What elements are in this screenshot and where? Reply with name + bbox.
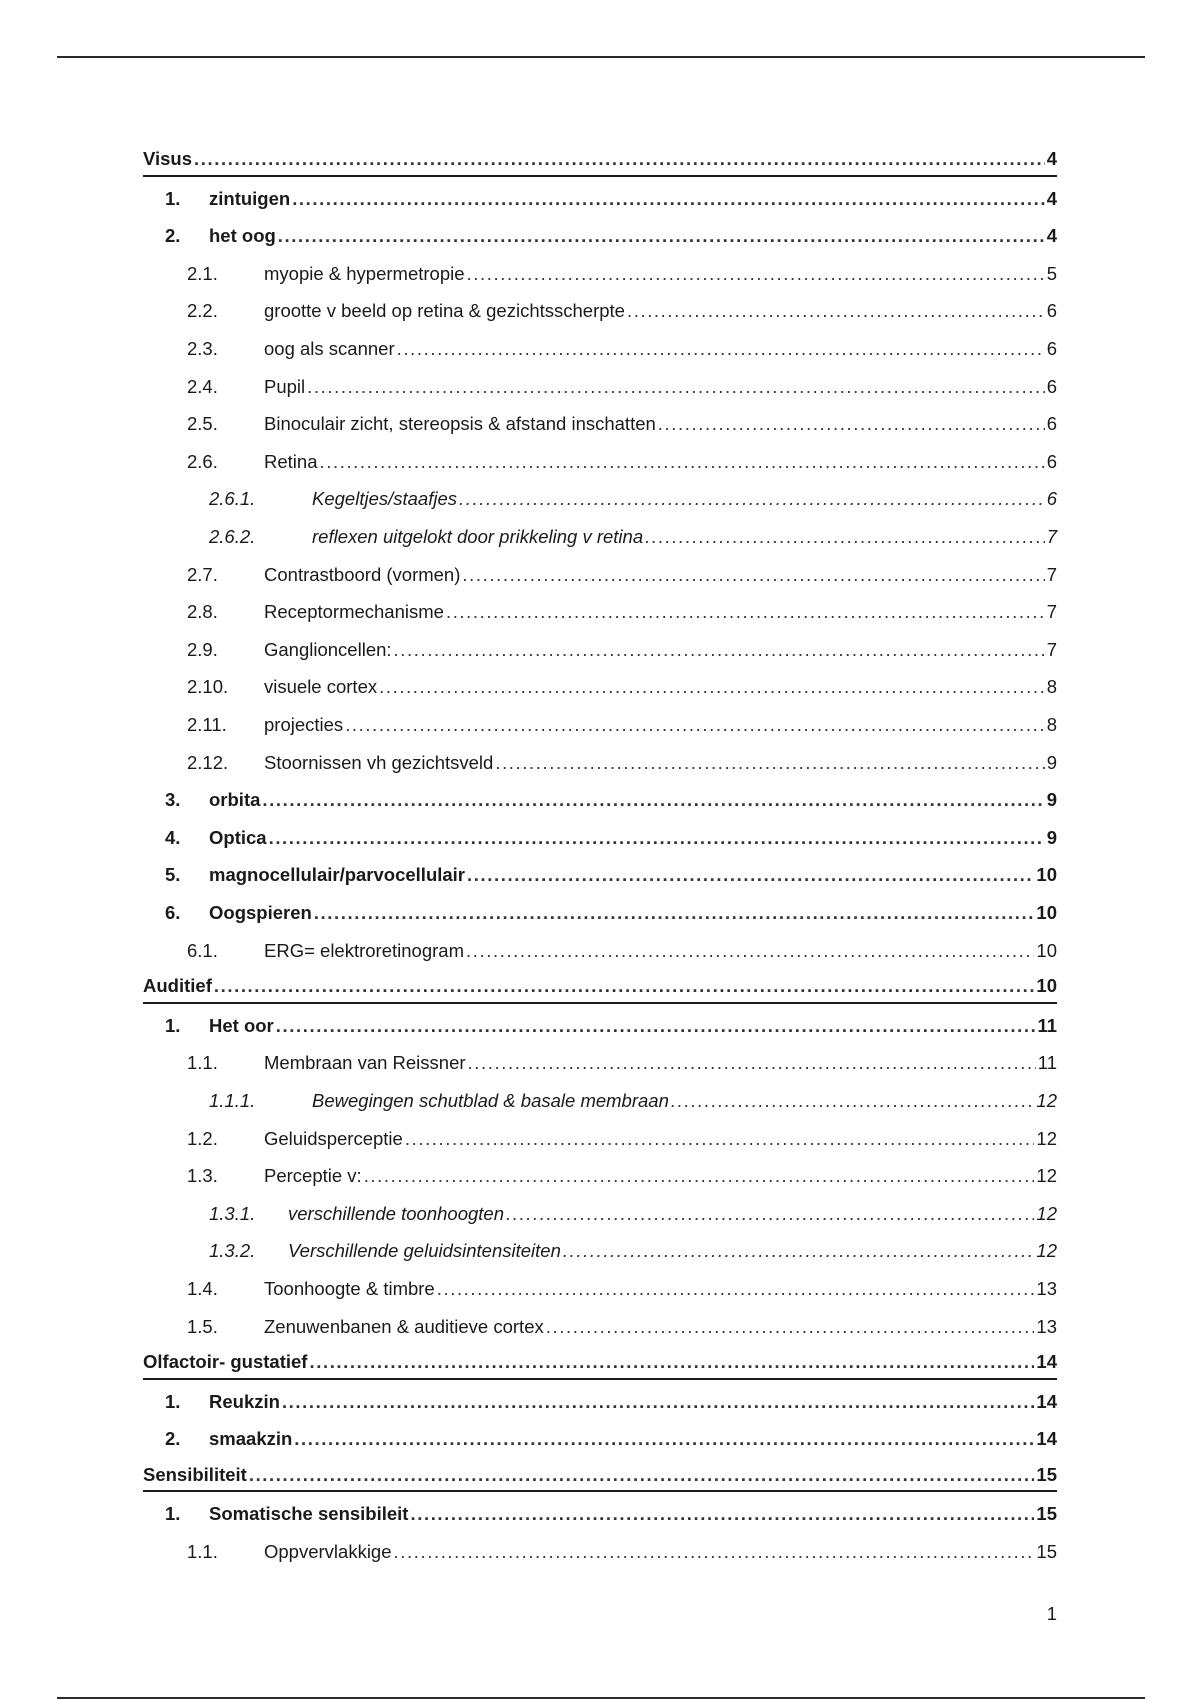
toc-entry[interactable] (143, 1004, 1057, 1042)
toc-dot-leader (307, 378, 1045, 397)
toc-entry[interactable] (143, 590, 1057, 628)
toc-entry-title: Retina (264, 450, 318, 472)
toc-entry[interactable] (143, 703, 1057, 741)
toc-entry-page: 13 (1036, 1277, 1057, 1299)
toc-entry-number: 1. (165, 1390, 181, 1412)
toc-entry-number: 2.1. (187, 262, 218, 284)
toc-entry[interactable] (143, 553, 1057, 591)
toc-entry-page: 14 (1036, 1351, 1057, 1373)
toc-dot-leader (459, 490, 1045, 509)
toc-entry-title: Geluidsperceptie (264, 1127, 403, 1149)
toc-entry-page: 5 (1046, 262, 1057, 284)
toc-entry-number: 3. (165, 789, 181, 811)
toc-entry[interactable] (143, 139, 1057, 177)
toc-entry[interactable] (143, 853, 1057, 891)
toc-entry-title: Reukzin (209, 1390, 280, 1412)
toc-entry-page: 12 (1036, 1165, 1057, 1187)
toc-entry-number: 1.2. (187, 1127, 218, 1149)
toc-entry[interactable] (143, 1492, 1057, 1530)
toc-entry[interactable] (143, 515, 1057, 553)
toc-dot-leader (364, 1167, 1035, 1186)
toc-entry-title: het oog (209, 225, 276, 247)
toc-entry-title: oog als scanner (264, 338, 395, 360)
toc-entry-number: 1. (165, 187, 181, 209)
toc-entry[interactable] (143, 628, 1057, 666)
toc-dot-leader (249, 1466, 1035, 1485)
toc-entry-page: 11 (1037, 1052, 1057, 1074)
toc-entry-page: 10 (1036, 864, 1057, 886)
toc-dot-leader (294, 1430, 1034, 1449)
toc-dot-leader (462, 566, 1044, 585)
toc-entry-title: Oppvervlakkige (264, 1541, 392, 1563)
toc-entry-number: 2.5. (187, 413, 218, 435)
toc-entry-page: 9 (1046, 789, 1057, 811)
toc-entry-number: 1.4. (187, 1277, 218, 1299)
toc-entry-number: 4. (165, 826, 181, 848)
toc-entry-page: 10 (1036, 975, 1057, 997)
toc-entry-title: Olfactoir- gustatief (143, 1351, 308, 1373)
toc-entry-number: 2.3. (187, 338, 218, 360)
toc-entry-title: Contrastboord (vormen) (264, 563, 461, 585)
toc-entry[interactable] (143, 1342, 1057, 1380)
table-of-contents (143, 139, 1057, 1568)
toc-entry-title: Zenuwenbanen & auditieve cortex (264, 1315, 544, 1337)
toc-dot-leader (437, 1280, 1035, 1299)
toc-dot-leader (282, 1393, 1034, 1412)
toc-entry-title: reflexen uitgelokt door prikkeling v retina (312, 526, 644, 548)
toc-entry-title: Binoculair zicht, stereopsis & afstand inschatten (264, 413, 656, 435)
toc-entry-page: 6 (1046, 338, 1057, 360)
toc-entry-page: 6 (1046, 413, 1057, 435)
toc-entry-title: Kegeltjes/staafjes (312, 488, 458, 510)
toc-entry-number: 1.5. (187, 1315, 218, 1337)
toc-dot-leader (671, 1092, 1035, 1111)
toc-entry-page: 7 (1046, 638, 1057, 660)
toc-dot-leader (276, 1017, 1036, 1036)
toc-dot-leader (397, 340, 1045, 359)
toc-entry[interactable] (143, 1229, 1057, 1267)
toc-entry-page: 12 (1036, 1127, 1057, 1149)
toc-entry-title: orbita (209, 789, 261, 811)
toc-entry-page: 10 (1036, 901, 1057, 923)
toc-entry[interactable] (143, 1041, 1057, 1079)
toc-entry-page: 15 (1036, 1503, 1057, 1525)
toc-entry[interactable] (143, 928, 1057, 966)
toc-entry-title: Toonhoogte & timbre (264, 1277, 435, 1299)
toc-entry-title: Perceptie v: (264, 1165, 362, 1187)
toc-entry[interactable] (143, 327, 1057, 365)
toc-entry[interactable] (143, 402, 1057, 440)
toc-entry-title: Auditief (143, 975, 212, 997)
toc-dot-leader (563, 1242, 1035, 1261)
toc-entry-page: 14 (1036, 1390, 1057, 1412)
toc-dot-leader (314, 904, 1035, 923)
toc-dot-leader (278, 227, 1045, 246)
toc-entry-number: 2.7. (187, 563, 218, 585)
toc-entry[interactable] (143, 1304, 1057, 1342)
toc-entry-number: 1.1. (187, 1052, 218, 1074)
toc-entry-title: projecties (264, 714, 344, 735)
toc-entry-page: 6 (1046, 375, 1057, 397)
toc-dot-leader (495, 754, 1044, 773)
toc-entry[interactable] (143, 1380, 1057, 1418)
toc-entry-number: 1.3.1. (209, 1202, 256, 1224)
toc-entry-number: 1.3.2. (209, 1240, 256, 1262)
toc-entry-number: 2.11. (187, 714, 227, 735)
toc-dot-leader (627, 302, 1045, 321)
toc-dot-leader (194, 150, 1045, 169)
toc-entry-page: 8 (1046, 714, 1057, 735)
footer-rule (57, 1697, 1145, 1699)
toc-entry[interactable] (143, 365, 1057, 403)
toc-entry-page: 13 (1036, 1315, 1057, 1337)
toc-entry-number: 2. (165, 1428, 181, 1450)
toc-entry-number: 1.1.1. (209, 1089, 256, 1111)
toc-dot-leader (658, 415, 1045, 434)
toc-entry-title: Visus (143, 148, 193, 170)
toc-entry-page: 7 (1046, 601, 1057, 623)
toc-entry-number: 1.1. (187, 1541, 218, 1563)
toc-entry[interactable] (143, 1116, 1057, 1154)
toc-entry-title: visuele cortex (264, 676, 378, 698)
toc-entry-number: 2.6.2. (209, 526, 256, 548)
toc-entry-page: 6 (1046, 488, 1057, 510)
toc-entry-page: 7 (1046, 563, 1057, 585)
toc-entry-page: 14 (1036, 1428, 1057, 1450)
toc-entry-title: Pupil (264, 375, 306, 397)
toc-entry-page: 7 (1046, 526, 1057, 548)
toc-entry-title: Membraan van Reissner (264, 1052, 466, 1074)
toc-entry-page: 9 (1046, 826, 1057, 848)
toc-entry-page: 6 (1046, 450, 1057, 472)
toc-entry-page: 12 (1036, 1202, 1057, 1224)
toc-entry-number: 6. (165, 901, 181, 923)
toc-dot-leader (467, 265, 1045, 284)
toc-dot-leader (319, 453, 1044, 472)
toc-entry-page: 12 (1036, 1089, 1057, 1111)
toc-dot-leader (214, 977, 1035, 996)
toc-entry-page: 4 (1046, 148, 1057, 170)
toc-dot-leader (546, 1318, 1035, 1337)
toc-entry-title: ERG= elektroretinogram (264, 939, 464, 961)
toc-entry-page: 11 (1037, 1014, 1057, 1036)
toc-entry-page: 4 (1046, 187, 1057, 209)
toc-entry[interactable] (143, 1079, 1057, 1117)
toc-entry-number: 2.12. (187, 751, 229, 773)
toc-entry-number: 2.8. (187, 601, 218, 623)
toc-dot-leader (309, 1353, 1034, 1372)
toc-entry[interactable] (143, 966, 1057, 1004)
toc-entry-title: Stoornissen vh gezichtsveld (264, 751, 494, 773)
toc-entry-page: 15 (1036, 1463, 1057, 1485)
toc-entry[interactable] (143, 1455, 1057, 1493)
toc-entry[interactable] (143, 741, 1057, 779)
toc-entry-number: 1.3. (187, 1165, 218, 1187)
toc-dot-leader (466, 942, 1034, 961)
toc-entry[interactable] (143, 778, 1057, 816)
toc-dot-leader (262, 791, 1044, 810)
toc-entry-title: zintuigen (209, 187, 291, 209)
toc-entry-title: Sensibiliteit (143, 1463, 247, 1485)
toc-entry-page: 6 (1046, 300, 1057, 322)
toc-entry-title: Verschillende geluidsintensiteiten (288, 1240, 561, 1262)
toc-entry-title: Somatische sensibileit (209, 1503, 409, 1525)
toc-entry-title: Receptormechanisme (264, 601, 444, 623)
toc-dot-leader (269, 829, 1045, 848)
toc-entry-title: grootte v beeld op retina & gezichtsscherpte (264, 300, 625, 322)
toc-entry-number: 2.2. (187, 300, 218, 322)
toc-entry[interactable] (143, 1267, 1057, 1305)
toc-entry[interactable] (143, 816, 1057, 854)
toc-dot-leader (506, 1205, 1034, 1224)
toc-entry-title: verschillende toonhoogten (288, 1202, 504, 1224)
toc-entry-title: smaakzin (209, 1428, 293, 1450)
toc-entry[interactable] (143, 177, 1057, 215)
toc-entry-number: 1. (165, 1503, 181, 1525)
toc-entry[interactable] (143, 1154, 1057, 1192)
toc-entry-title: Optica (209, 826, 267, 848)
toc-entry-number: 2.10. (187, 676, 229, 698)
toc-dot-leader (645, 528, 1045, 547)
toc-entry-number: 2.9. (187, 638, 218, 660)
toc-entry-number: 6.1. (187, 939, 218, 961)
toc-entry-title: Oogspieren (209, 901, 312, 923)
toc-entry-page: 10 (1036, 939, 1057, 961)
toc-dot-leader (467, 866, 1034, 885)
toc-dot-leader (405, 1130, 1035, 1149)
toc-dot-leader (446, 603, 1045, 622)
toc-entry-title: Bewegingen schutblad & basale membraan (312, 1089, 669, 1111)
toc-entry[interactable] (143, 1530, 1057, 1568)
toc-entry-page: 15 (1036, 1541, 1057, 1563)
toc-dot-leader (379, 678, 1045, 697)
toc-entry[interactable] (143, 477, 1057, 515)
toc-entry[interactable] (143, 665, 1057, 703)
toc-dot-leader (394, 1543, 1035, 1562)
toc-dot-leader (468, 1054, 1036, 1073)
toc-entry-number: 5. (165, 864, 181, 886)
toc-entry-number: 2.6. (187, 450, 218, 472)
toc-dot-leader (292, 190, 1045, 209)
toc-entry-number: 2.4. (187, 375, 218, 397)
toc-entry-title: myopie & hypermetropie (264, 262, 465, 284)
toc-entry-page: 8 (1046, 676, 1057, 698)
toc-entry-page: 4 (1046, 225, 1057, 247)
toc-entry[interactable] (143, 289, 1057, 327)
toc-entry-page: 12 (1036, 1240, 1057, 1262)
page-number: 1 (1046, 1603, 1057, 1624)
header-rule (57, 56, 1145, 58)
toc-entry[interactable] (143, 1417, 1057, 1455)
toc-entry-number: 2.6.1. (209, 488, 256, 510)
toc-entry-title: Het oor (209, 1014, 274, 1036)
toc-entry-number: 1. (165, 1014, 181, 1036)
toc-entry[interactable] (143, 1192, 1057, 1230)
toc-entry[interactable] (143, 891, 1057, 929)
toc-entry[interactable] (143, 214, 1057, 252)
toc-dot-leader (410, 1505, 1034, 1524)
toc-entry[interactable] (143, 440, 1057, 478)
toc-dot-leader (345, 716, 1045, 735)
toc-dot-leader (394, 641, 1045, 660)
toc-entry-title: Ganglioncellen: (264, 638, 392, 660)
toc-entry-title: magnocellulair/parvocellulair (209, 864, 466, 886)
toc-entry[interactable] (143, 252, 1057, 290)
toc-entry-number: 2. (165, 225, 181, 247)
toc-entry-page: 9 (1046, 751, 1057, 773)
